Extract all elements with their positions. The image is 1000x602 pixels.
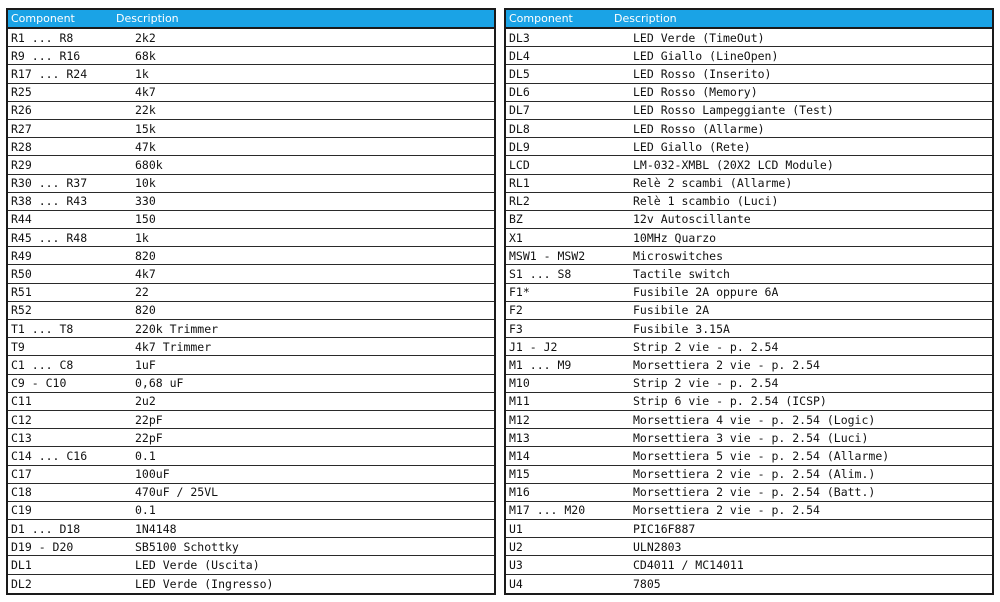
component-cell: RL2: [509, 194, 530, 209]
component-cell: R28: [11, 139, 32, 154]
component-cell: BZ: [509, 212, 523, 227]
table-row: [506, 411, 992, 429]
description-cell: CD4011 / MC14011: [633, 558, 744, 573]
components-table-left: [6, 8, 496, 595]
component-cell: DL4: [509, 48, 530, 63]
component-cell: R52: [11, 303, 32, 318]
table-row: [506, 466, 992, 484]
description-cell: 680k: [135, 157, 163, 172]
description-cell: Relè 2 scambi (Allarme): [633, 176, 793, 191]
description-cell: 330: [135, 194, 156, 209]
table-row: [8, 429, 494, 447]
description-cell: 0.1: [135, 503, 156, 518]
description-cell: Fusibile 3.15A: [633, 321, 730, 336]
component-cell: X1: [509, 230, 523, 245]
description-cell: 7805: [633, 576, 661, 591]
description-cell: 1N4148: [135, 521, 177, 536]
description-cell: 4k7: [135, 85, 156, 100]
description-cell: Tactile switch: [633, 267, 730, 282]
table-body: [8, 29, 494, 593]
component-cell: T9: [11, 339, 25, 354]
table-row: [506, 247, 992, 265]
component-cell: DL6: [509, 85, 530, 100]
component-cell: R26: [11, 103, 32, 118]
component-cell: C13: [11, 430, 32, 445]
description-cell: LED Giallo (LineOpen): [633, 48, 779, 63]
table-row: [506, 502, 992, 520]
table-row: [506, 193, 992, 211]
table-row: [506, 575, 992, 593]
table-row: [506, 484, 992, 502]
table-row: [8, 320, 494, 338]
table-row: [506, 338, 992, 356]
component-cell: M12: [509, 412, 530, 427]
description-cell: Fusibile 2A: [633, 303, 710, 318]
table-row: [8, 538, 494, 556]
component-cell: C12: [11, 412, 32, 427]
component-cell: DL3: [509, 30, 530, 45]
description-cell: 0,68 uF: [135, 376, 184, 391]
table-row: [8, 375, 494, 393]
table-row: [8, 502, 494, 520]
component-cell: U4: [509, 576, 523, 591]
component-cell: R38 ... R43: [11, 194, 88, 209]
table-header: [506, 10, 992, 29]
table-row: [506, 229, 992, 247]
description-cell: 22: [135, 285, 149, 300]
component-cell: C9 - C10: [11, 376, 67, 391]
table-row: [506, 138, 992, 156]
description-cell: LED Verde (Ingresso): [135, 576, 274, 591]
table-header: [8, 10, 494, 29]
component-cell: C11: [11, 394, 32, 409]
table-row: [506, 29, 992, 47]
table-row: [8, 247, 494, 265]
component-cell: DL5: [509, 66, 530, 81]
description-cell: 10MHz Quarzo: [633, 230, 717, 245]
component-cell: F3: [509, 321, 523, 336]
table-row: [506, 302, 992, 320]
component-cell: R50: [11, 267, 32, 282]
table-row: [8, 411, 494, 429]
component-cell: U1: [509, 521, 523, 536]
table-row: [8, 229, 494, 247]
component-cell: M17 ... M20: [509, 503, 586, 518]
table-row: [506, 375, 992, 393]
description-cell: Morsettiera 2 vie - p. 2.54 (Batt.): [633, 485, 876, 500]
description-cell: 2k2: [135, 30, 156, 45]
table-row: [8, 175, 494, 193]
component-cell: U3: [509, 558, 523, 573]
description-cell: LED Giallo (Rete): [633, 139, 751, 154]
component-cell: R25: [11, 85, 32, 100]
component-cell: U2: [509, 539, 523, 554]
description-cell: PIC16F887: [633, 521, 696, 536]
component-cell: M1 ... M9: [509, 357, 572, 372]
description-cell: LED Verde (Uscita): [135, 558, 260, 573]
description-cell: Microswitches: [633, 248, 724, 263]
component-cell: MSW1 - MSW2: [509, 248, 586, 263]
description-cell: 0.1: [135, 448, 156, 463]
description-cell: Morsettiera 5 vie - p. 2.54 (Allarme): [633, 448, 890, 463]
component-cell: R51: [11, 285, 32, 300]
table-row: [8, 556, 494, 574]
table-row: [8, 65, 494, 83]
description-cell: 2u2: [135, 394, 156, 409]
header-description: Description: [614, 12, 677, 25]
table-row: [8, 356, 494, 374]
component-cell: R30 ... R37: [11, 176, 88, 191]
component-cell: M10: [509, 376, 530, 391]
description-cell: Morsettiera 3 vie - p. 2.54 (Luci): [633, 430, 869, 445]
description-cell: LED Rosso (Inserito): [633, 66, 772, 81]
component-cell: DL8: [509, 121, 530, 136]
table-row: [8, 138, 494, 156]
description-cell: 15k: [135, 121, 156, 136]
components-table-right: [504, 8, 994, 595]
description-cell: LED Rosso (Allarme): [633, 121, 765, 136]
component-cell: C14 ... C16: [11, 448, 88, 463]
table-row: [506, 447, 992, 465]
component-cell: M16: [509, 485, 530, 500]
description-cell: SB5100 Schottky: [135, 539, 239, 554]
table-row: [506, 65, 992, 83]
table-row: [8, 466, 494, 484]
description-cell: 100uF: [135, 467, 170, 482]
table-row: [506, 211, 992, 229]
component-cell: C18: [11, 485, 32, 500]
table-row: [506, 320, 992, 338]
table-row: [506, 120, 992, 138]
header-description: Description: [116, 12, 179, 25]
table-row: [8, 520, 494, 538]
component-cell: DL2: [11, 576, 32, 591]
description-cell: 1k: [135, 230, 149, 245]
table-row: [506, 356, 992, 374]
table-row: [8, 575, 494, 593]
table-row: [8, 84, 494, 102]
table-row: [506, 538, 992, 556]
table-row: [506, 265, 992, 283]
description-cell: 22pF: [135, 412, 163, 427]
table-body: [506, 29, 992, 593]
table-row: [506, 556, 992, 574]
component-cell: R27: [11, 121, 32, 136]
description-cell: ULN2803: [633, 539, 682, 554]
table-row: [8, 211, 494, 229]
description-cell: LED Verde (TimeOut): [633, 30, 765, 45]
table-row: [8, 302, 494, 320]
component-cell: D1 ... D18: [11, 521, 81, 536]
table-row: [506, 156, 992, 174]
component-cell: D19 - D20: [11, 539, 74, 554]
table-row: [8, 102, 494, 120]
component-cell: DL7: [509, 103, 530, 118]
description-cell: Strip 2 vie - p. 2.54: [633, 339, 779, 354]
description-cell: 10k: [135, 176, 156, 191]
description-cell: 820: [135, 303, 156, 318]
table-row: [506, 84, 992, 102]
component-cell: J1 - J2: [509, 339, 558, 354]
description-cell: Strip 2 vie - p. 2.54: [633, 376, 779, 391]
component-cell: S1 ... S8: [509, 267, 572, 282]
table-row: [8, 484, 494, 502]
component-cell: F2: [509, 303, 523, 318]
description-cell: Morsettiera 4 vie - p. 2.54 (Logic): [633, 412, 876, 427]
component-cell: DL9: [509, 139, 530, 154]
description-cell: 470uF / 25VL: [135, 485, 219, 500]
component-cell: C1 ... C8: [11, 357, 74, 372]
component-cell: R1 ... R8: [11, 30, 74, 45]
description-cell: 68k: [135, 48, 156, 63]
description-cell: Morsettiera 2 vie - p. 2.54: [633, 357, 820, 372]
description-cell: 12v Autoscillante: [633, 212, 751, 227]
description-cell: Morsettiera 2 vie - p. 2.54: [633, 503, 820, 518]
component-cell: C19: [11, 503, 32, 518]
component-cell: M11: [509, 394, 530, 409]
component-cell: R44: [11, 212, 32, 227]
description-cell: Strip 6 vie - p. 2.54 (ICSP): [633, 394, 827, 409]
component-cell: R45 ... R48: [11, 230, 88, 245]
component-cell: DL1: [11, 558, 32, 573]
component-cell: C17: [11, 467, 32, 482]
description-cell: LED Rosso Lampeggiante (Test): [633, 103, 834, 118]
table-row: [8, 156, 494, 174]
description-cell: 47k: [135, 139, 156, 154]
component-cell: F1*: [509, 285, 530, 300]
description-cell: 150: [135, 212, 156, 227]
description-cell: LM-032-XMBL (20X2 LCD Module): [633, 157, 834, 172]
description-cell: 4k7 Trimmer: [135, 339, 212, 354]
description-cell: 1uF: [135, 357, 156, 372]
table-row: [8, 284, 494, 302]
component-cell: R49: [11, 248, 32, 263]
table-row: [8, 47, 494, 65]
component-cell: M13: [509, 430, 530, 445]
table-row: [8, 265, 494, 283]
description-cell: 1k: [135, 66, 149, 81]
description-cell: Relè 1 scambio (Luci): [633, 194, 779, 209]
table-row: [8, 120, 494, 138]
component-cell: RL1: [509, 176, 530, 191]
table-row: [8, 393, 494, 411]
component-cell: R29: [11, 157, 32, 172]
table-row: [506, 102, 992, 120]
table-row: [506, 47, 992, 65]
header-component: Component: [11, 12, 75, 25]
description-cell: 220k Trimmer: [135, 321, 219, 336]
description-cell: Fusibile 2A oppure 6A: [633, 285, 779, 300]
table-row: [8, 29, 494, 47]
component-cell: R9 ... R16: [11, 48, 81, 63]
table-row: [506, 429, 992, 447]
table-row: [506, 393, 992, 411]
description-cell: 820: [135, 248, 156, 263]
table-row: [8, 193, 494, 211]
table-row: [506, 520, 992, 538]
table-row: [506, 175, 992, 193]
component-cell: R17 ... R24: [11, 66, 88, 81]
description-cell: 4k7: [135, 267, 156, 282]
table-row: [8, 338, 494, 356]
component-cell: T1 ... T8: [11, 321, 74, 336]
description-cell: LED Rosso (Memory): [633, 85, 758, 100]
description-cell: Morsettiera 2 vie - p. 2.54 (Alim.): [633, 467, 876, 482]
description-cell: 22pF: [135, 430, 163, 445]
component-cell: M15: [509, 467, 530, 482]
component-cell: LCD: [509, 157, 530, 172]
header-component: Component: [509, 12, 573, 25]
table-row: [8, 447, 494, 465]
description-cell: 22k: [135, 103, 156, 118]
component-cell: M14: [509, 448, 530, 463]
table-row: [506, 284, 992, 302]
